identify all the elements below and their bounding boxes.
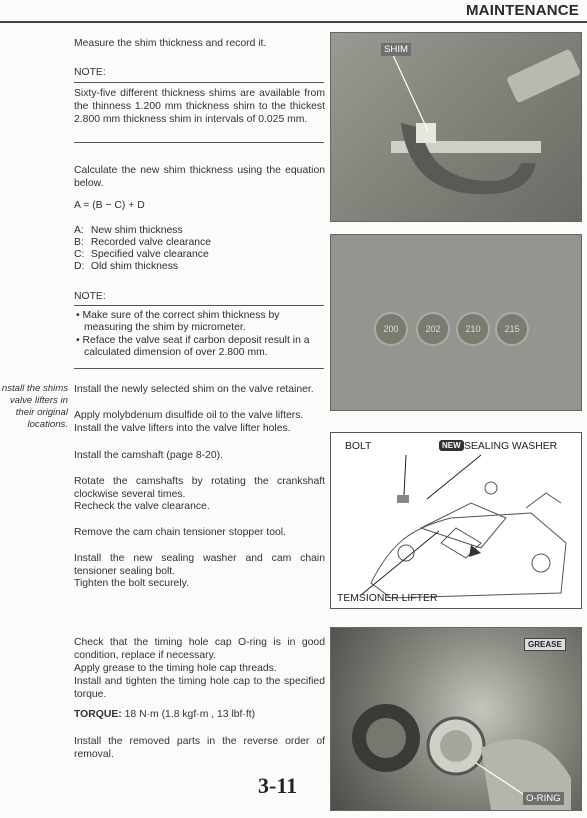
sealing-washer-label: SEALING WASHER (464, 441, 558, 452)
note-label-1: NOTE: (74, 67, 106, 78)
shim-disc: 215 (495, 312, 529, 346)
bolt-label: BOLT (345, 441, 372, 452)
apply-grease-text: Apply grease to the timing hole cap threads. (74, 663, 277, 674)
legend-item: B: Recorded valve clearance (74, 237, 212, 248)
timing-cap-photo (330, 627, 582, 811)
oring-label: O-RING (523, 792, 564, 805)
shim-label: SHIM (381, 43, 411, 56)
remove-tool-text: Remove the cam chain tensioner stopper tool. (74, 527, 286, 538)
legend-item: D: Old shim thickness (74, 261, 179, 272)
apply-oil-text: Apply molybdenum disulfide oil to the valve lifters. (74, 410, 304, 421)
note-label-2: NOTE: (74, 291, 106, 302)
note-rule-top-2 (74, 305, 324, 306)
tensioner-diagram (330, 432, 582, 609)
install-cap-text: Install and tighten the timing hole cap to the specified torque. (74, 676, 325, 700)
equation: A = (B − C) + D (74, 200, 145, 211)
shim-disc: 200 (374, 312, 408, 346)
bullet-item: • Reface the valve seat if carbon deposit result in a calculated dimension of over 2.800 mm. (76, 335, 310, 358)
rotate-text: Rotate the camshafts by rotating the crankshaft clockwise several times. (74, 476, 325, 500)
shim-availability-note: Sixty-five different thickness shims are available from the thinness 1.200 mm thickness shim to the thickest 2.800 mm thickness shim in intervals of 0.025 mm. (74, 88, 325, 125)
bullet-item: • Make sure of the correct shim thickness by measuring the shim by micrometer. (76, 310, 280, 333)
note-rule-bottom-1 (74, 142, 324, 143)
shim-bullets (74, 310, 325, 359)
tensioner-illustration (331, 433, 581, 608)
page-number: 3-11 (258, 773, 298, 798)
install-camshaft-text: Install the camshaft (page 8-20). (74, 450, 224, 461)
equation-legend (74, 225, 324, 273)
torque-label: TORQUE: (74, 709, 122, 720)
calc-instruction: Calculate the new shim thickness using the equation below. (74, 165, 325, 189)
install-lifters-text: Install the valve lifters into the valve lifter holes. (74, 423, 291, 434)
micrometer-illustration (331, 33, 581, 221)
check-oring-text: Check that the timing hole cap O-ring is in good condition, replace if necessary. (74, 637, 325, 661)
section-header: MAINTENANCE (465, 2, 579, 19)
side-note: nstall the shims valve lifters in their original locations. (1, 383, 68, 430)
legend-item: A: New shim thickness (74, 225, 183, 236)
torque-value: 18 N·m (1.8 kgf·m , 13 lbf·ft) (124, 709, 256, 720)
timing-cap-illustration (331, 628, 581, 810)
reverse-order-text: Install the removed parts in the reverse order of removal. (74, 736, 325, 760)
shims-photo (330, 234, 582, 411)
grease-icon: GREASE (524, 638, 566, 651)
torque-spec (74, 708, 255, 721)
note-rule-bottom-2 (74, 368, 324, 369)
shim-disc: 202 (416, 312, 450, 346)
micrometer-photo (330, 32, 582, 222)
install-shim-text: Install the newly selected shim on the valve retainer. (74, 384, 314, 395)
tighten-text: Tighten the bolt securely. (74, 578, 189, 589)
install-washer-text: Install the new sealing washer and cam chain tensioner sealing bolt. (74, 553, 325, 577)
new-part-icon: NEW (439, 440, 464, 451)
shim-disc: 210 (456, 312, 490, 346)
recheck-text: Recheck the valve clearance. (74, 501, 210, 512)
note-rule-top-1 (74, 82, 324, 83)
header-rule (0, 21, 587, 23)
measure-instruction: Measure the shim thickness and record it. (74, 38, 267, 49)
legend-item: C: Specified valve clearance (74, 249, 209, 260)
tensioner-lifter-label: TEMSIONER LIFTER (337, 593, 438, 604)
